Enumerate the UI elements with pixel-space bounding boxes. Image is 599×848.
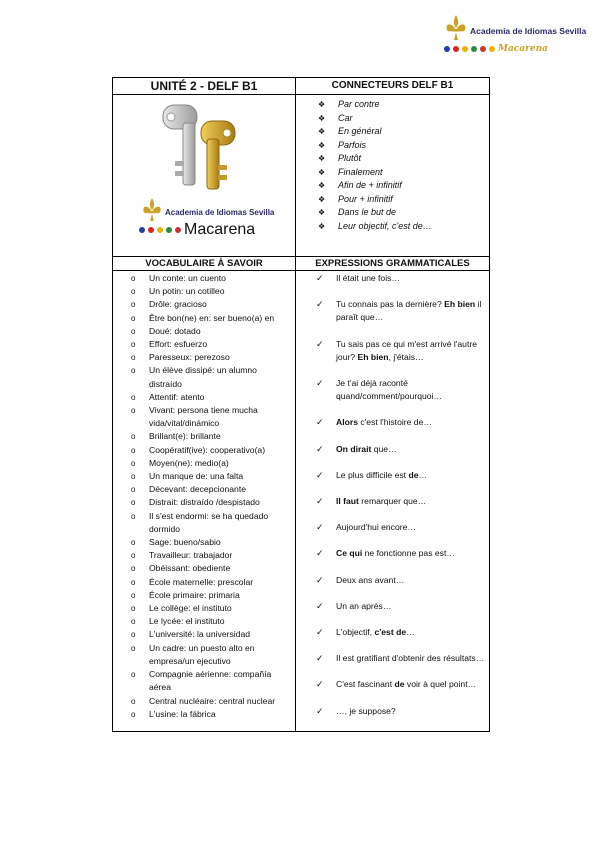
expression-text: Un an après… (336, 600, 392, 611)
vocab-item (113, 457, 295, 470)
vocab-text: Moyen(ne): medio(a) (149, 457, 229, 468)
connectors-cell (296, 95, 490, 257)
connector-item: ❖ Par contre (318, 98, 489, 112)
connector-item: ❖ Plutôt (318, 152, 489, 166)
flag-icon (462, 46, 468, 52)
vocab-item (113, 364, 295, 390)
flag-icon (157, 227, 163, 233)
vocab-item (113, 602, 295, 615)
vocab-item (113, 708, 295, 721)
vocab-item (113, 272, 295, 285)
checkmark-icon: ✓ (316, 378, 324, 389)
vocab-text: Un conte: un cuento (149, 273, 226, 283)
keys-icon (161, 103, 251, 193)
circle-bullet-icon: o (131, 392, 136, 402)
vocab-item (113, 470, 295, 483)
connector-item: ❖ Pour + infinitif (318, 193, 489, 207)
expression-text: Deux ans avant… (336, 574, 405, 585)
circle-bullet-icon: o (131, 458, 136, 468)
vocab-text: Doué: dotado (149, 325, 201, 336)
vocab-text: Sage: bueno/sabio (149, 537, 221, 548)
expression-text: Tu connais pas la dernière? (336, 299, 445, 310)
checkmark-icon: ✓ (316, 705, 324, 716)
vocab-text: Distrait: distraído /despistado (149, 497, 260, 508)
macarena-wordmark: Macarena (498, 44, 548, 54)
flag-icon (148, 227, 154, 233)
vocab-cell (113, 271, 296, 732)
flag-icon (489, 46, 495, 52)
expression-item (296, 298, 489, 324)
vocab-text: Central nucléaire: central nuclear (149, 695, 276, 706)
vocab-text: Vivant: persona tiene mucha vida/vital/dinámico (149, 405, 258, 429)
checkmark-icon: ✓ (316, 496, 324, 507)
checkmark-icon: ✓ (316, 679, 324, 690)
expressions-title: EXPRESSIONS GRAMMATICALES (296, 257, 490, 271)
checkmark-icon: ✓ (316, 338, 324, 349)
expression-item (296, 416, 489, 429)
checkmark-icon: ✓ (316, 469, 324, 480)
circle-bullet-icon: o (131, 498, 136, 508)
vocab-item (113, 404, 295, 430)
vocab-text: Un cadre: un puesto alto en empresa/un ejecutivo (149, 642, 255, 666)
circle-bullet-icon: o (131, 274, 136, 283)
vocab-item (113, 695, 295, 708)
vocab-item (113, 338, 295, 351)
vocab-text: L'usine: la fábrica (149, 708, 216, 719)
vocab-text: Brillant(e): brillante (149, 431, 221, 442)
flag-row (139, 221, 255, 239)
expression-text: voir à quel point… (404, 679, 477, 690)
expression-text: Il était une fois… (336, 273, 401, 283)
checkmark-icon: ✓ (316, 522, 324, 533)
circle-bullet-icon: o (131, 709, 136, 719)
connector-item: ❖ Dans le but de (318, 206, 489, 220)
expression-text: Tu sais pas ce qui m'est arrivé l'autre jour? (336, 338, 477, 362)
expressions-list (296, 272, 489, 718)
circle-bullet-icon: o (131, 696, 136, 706)
expression-item (296, 574, 489, 587)
circle-bullet-icon: o (131, 432, 136, 442)
vocab-item (113, 298, 295, 311)
connector-item: ❖ Leur objectif, c'est de… (318, 220, 489, 234)
unit-table (112, 77, 490, 732)
expression-text: Le plus difficile est (336, 469, 409, 480)
checkmark-icon: ✓ (316, 273, 324, 283)
vocab-item (113, 351, 295, 364)
vocab-item (113, 444, 295, 457)
circle-bullet-icon: o (131, 617, 136, 627)
expression-keyword: c'est de (374, 627, 407, 638)
vocab-text: Compagnie aérienne: compañía aérea (149, 669, 272, 693)
expression-text: remarquer que… (358, 496, 427, 507)
vocab-text: Coopératif(ive): cooperativo(a) (149, 444, 266, 455)
vocab-title: VOCABULAIRE À SAVOIR (113, 257, 296, 271)
checkmark-icon: ✓ (316, 548, 324, 559)
expression-item (296, 705, 489, 718)
vocab-item (113, 562, 295, 575)
circle-bullet-icon: o (131, 326, 136, 336)
vocab-text: Paresseux: perezoso (149, 352, 230, 363)
expression-text: Il est gratifiant d'obtenir des résultats… (336, 653, 485, 664)
expression-keyword: Eh bien (357, 351, 389, 362)
vocab-text: Travailleur: trabajador (149, 550, 233, 561)
circle-bullet-icon: o (131, 313, 136, 323)
vocab-item (113, 628, 295, 641)
vocab-text: École maternelle: prescolar (149, 576, 254, 587)
connectors-list (296, 98, 489, 233)
expression-item (296, 652, 489, 665)
circle-bullet-icon: o (131, 353, 136, 363)
checkmark-icon: ✓ (316, 443, 324, 454)
expressions-cell (296, 271, 490, 732)
circle-bullet-icon: o (131, 406, 136, 416)
circle-bullet-icon: o (131, 630, 136, 640)
circle-bullet-icon: o (131, 670, 136, 680)
checkmark-icon: ✓ (316, 299, 324, 310)
connector-item: ❖ Afin de + infinitif (318, 179, 489, 193)
flag-icon (453, 46, 459, 52)
vocab-item (113, 642, 295, 668)
expression-item (296, 377, 489, 403)
circle-bullet-icon: o (131, 300, 136, 310)
vocab-item (113, 668, 295, 694)
expression-item (296, 469, 489, 482)
vocab-list (113, 272, 295, 721)
expression-text: … (418, 469, 428, 480)
vocab-text: Effort: esfuerzo (149, 339, 208, 350)
vocab-text: Décevant: decepcionante (149, 484, 246, 495)
fleur-de-lis-icon (141, 197, 163, 223)
expression-item (296, 521, 489, 534)
flag-icon (444, 46, 450, 52)
vocab-item (113, 589, 295, 602)
expression-text: C'est fascinant (336, 679, 395, 690)
macarena-wordmark: Macarena (184, 221, 256, 238)
expression-keyword: Eh bien (444, 299, 476, 310)
expression-item (296, 272, 489, 285)
flag-row (444, 44, 548, 54)
expression-item (296, 338, 489, 364)
circle-bullet-icon: o (131, 604, 136, 614)
vocab-text: Drôle: gracioso (149, 299, 207, 310)
vocab-text: Obéissant: obediente (149, 563, 231, 574)
expression-item (296, 443, 489, 456)
checkmark-icon: ✓ (316, 417, 324, 428)
vocab-text: Un potin: un cotilleo (149, 286, 225, 297)
vocab-item (113, 496, 295, 509)
fleur-de-lis-icon (444, 14, 468, 42)
checkmark-icon: ✓ (316, 653, 324, 664)
connector-item: ❖ Parfois (318, 139, 489, 153)
flag-icon (480, 46, 486, 52)
vocab-text: L'université: la universidad (149, 629, 251, 640)
vocab-item (113, 549, 295, 562)
connector-item: ❖ En général (318, 125, 489, 139)
vocab-item (113, 576, 295, 589)
connector-item: ❖ Car (318, 112, 489, 126)
expression-keyword: Il faut (336, 496, 359, 507)
circle-bullet-icon: o (131, 577, 136, 587)
unit-title: UNITÉ 2 - DELF B1 (113, 78, 296, 95)
flag-icon (175, 227, 181, 233)
expression-text: que… (371, 443, 397, 454)
circle-bullet-icon: o (131, 366, 136, 376)
circle-bullet-icon: o (131, 485, 136, 495)
brand-name: Academia de Idiomas Sevilla (470, 26, 587, 36)
expression-text: … (406, 627, 415, 638)
connector-item: ❖ Finalement (318, 166, 489, 180)
connectors-title: CONNECTEURS DELF B1 (296, 78, 490, 95)
expression-keyword: On dirait (336, 443, 372, 454)
vocab-text: Il s'est endormi: se ha quedado dormido (149, 510, 269, 534)
vocab-item (113, 483, 295, 496)
circle-bullet-icon: o (131, 564, 136, 574)
vocab-item (113, 615, 295, 628)
expression-text: Je t'ai déjà raconté quand/comment/pourquoi… (336, 378, 443, 402)
expression-item (296, 678, 489, 691)
brand-name: Academia de Idiomas Sevilla (165, 208, 275, 217)
circle-bullet-icon: o (131, 643, 136, 653)
circle-bullet-icon: o (131, 538, 136, 548)
vocab-text: Être bon(ne) en: ser bueno(a) en (149, 312, 275, 323)
vocab-text: Le collège: el instituto (149, 603, 232, 614)
expression-text: ne fonctionne pas est… (362, 548, 455, 559)
vocab-text: Un élève dissipé: un alumno distraído (149, 365, 257, 389)
flag-icon (471, 46, 477, 52)
expression-keyword: de (408, 469, 419, 480)
expression-item (296, 547, 489, 560)
circle-bullet-icon: o (131, 472, 136, 482)
expression-text: il paraît que… (336, 299, 482, 323)
expression-keyword: Ce qui (336, 548, 363, 559)
expression-text: …, je suppose? (336, 705, 396, 716)
expression-text: Aujourd'hui encore… (336, 522, 416, 533)
vocab-text: Un manque de: una falta (149, 471, 244, 482)
expression-item (296, 600, 489, 613)
vocab-text: Attentif: atento (149, 391, 205, 402)
circle-bullet-icon: o (131, 445, 136, 455)
circle-bullet-icon: o (131, 551, 136, 561)
checkmark-icon: ✓ (316, 574, 324, 585)
circle-bullet-icon: o (131, 511, 136, 521)
checkmark-icon: ✓ (316, 627, 324, 638)
expression-item (296, 495, 489, 508)
expression-text: , j'étais… (388, 351, 424, 362)
vocab-item (113, 312, 295, 325)
vocab-text: École primaire: primaria (149, 589, 240, 600)
vocab-item (113, 285, 295, 298)
vocab-item (113, 430, 295, 443)
vocab-item (113, 391, 295, 404)
expression-item (296, 626, 489, 639)
expression-text: c'est l'histoire de… (357, 417, 432, 428)
vocab-item (113, 325, 295, 338)
vocab-item (113, 510, 295, 536)
keys-image-cell (113, 95, 296, 257)
header-logo (442, 14, 587, 60)
vocab-item (113, 536, 295, 549)
expression-keyword: Alors (336, 417, 358, 428)
checkmark-icon: ✓ (316, 600, 324, 611)
circle-bullet-icon: o (131, 287, 136, 297)
flag-icon (166, 227, 172, 233)
vocab-text: Le lycée: el instituto (149, 616, 225, 627)
circle-bullet-icon: o (131, 590, 136, 600)
flag-icon (139, 227, 145, 233)
expression-keyword: de (394, 679, 405, 690)
circle-bullet-icon: o (131, 340, 136, 350)
cell-logo (139, 197, 289, 237)
expression-text: L'objectif, (336, 627, 375, 638)
